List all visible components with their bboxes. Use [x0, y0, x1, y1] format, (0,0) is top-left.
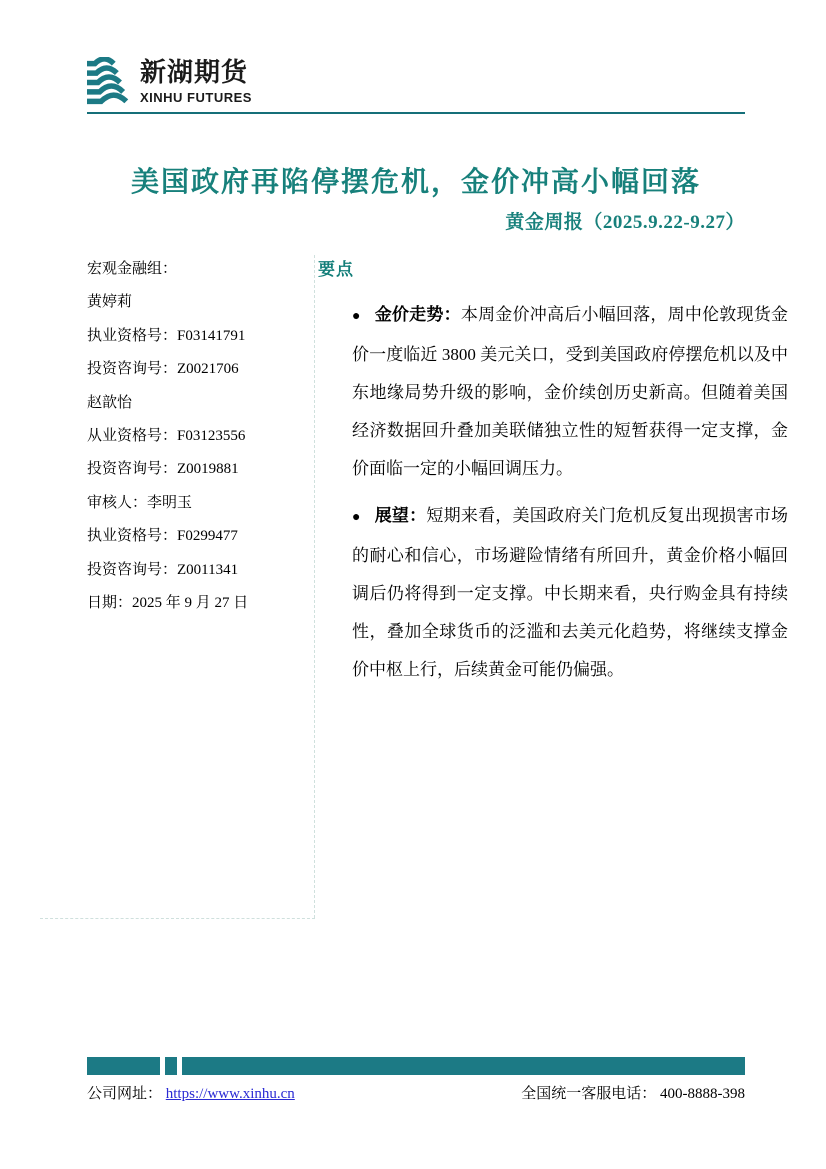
footer-bar-segment	[182, 1057, 745, 1075]
bullet-dot-icon: ●	[352, 510, 361, 525]
reviewer-name: 审核人：李明玉	[87, 494, 193, 511]
analyst-advisory-no: 投资咨询号：Z0021706	[87, 361, 239, 378]
bullet-paragraph-price-trend	[352, 296, 788, 488]
bullet-dot-icon: ●	[352, 309, 361, 324]
phone-number: 400-8888-398	[660, 1086, 745, 1102]
reviewer-license: 执业资格号：F0299477	[87, 528, 238, 545]
report-subtitle: 黄金周报（2025.9.22-9.27）	[505, 212, 745, 233]
report-title: 美国政府再陷停摆危机，金价冲高小幅回落	[130, 167, 701, 198]
analyst-name-2: 赵歆怡	[87, 394, 133, 411]
analyst-advisory-no-2: 投资咨询号：Z0019881	[87, 461, 239, 478]
analyst-license-2: 从业资格号：F03123556	[87, 427, 246, 444]
footer-phone	[521, 1082, 745, 1106]
header-divider	[87, 112, 745, 114]
footer-bar-segment	[165, 1057, 177, 1075]
analyst-info-panel	[87, 253, 309, 620]
wave-logo-icon	[87, 57, 131, 108]
brand-name-cn: 新湖期货	[140, 57, 249, 87]
key-points-section	[318, 255, 788, 698]
bullet-text: 短期来看，美国政府关门危机反复出现损害市场的耐心和信心，市场避险情绪有所回升，黄金价格小幅回调后仍将得到一定支撑。中长期来看，央行购金具有持续性，叠加全球货币的泛滥和去美元化趋势，将继续支撑金价中枢上行，后续黄金可能仍偏强。	[352, 506, 788, 679]
bullet-paragraph-outlook	[352, 497, 788, 689]
bullet-text: 本周金价冲高后小幅回落，周中伦敦现货金价一度临近 3800 美元关口，受到美国政府停摆危机以及中东地缘局势升级的影响，金价续创历史新高。但随着美国经济数据回升叠加美联储独立性的短暂获得一定支撑，金价面临一定的小幅回调压力。	[352, 305, 788, 478]
key-points-heading: 要点	[318, 260, 354, 279]
bullet-label: 金价走势：	[374, 305, 461, 324]
analyst-name: 黄婷莉	[87, 294, 133, 311]
footer-bar-segment	[87, 1057, 160, 1075]
report-date: 日期：2025 年 9 月 27 日	[87, 594, 249, 611]
brand-name-en: XINHU FUTURES	[140, 90, 252, 105]
brand-header	[87, 57, 252, 108]
analyst-group: 宏观金融组：	[87, 261, 178, 277]
phone-label: 全国统一客服电话：	[521, 1086, 657, 1102]
column-divider	[314, 255, 315, 918]
website-label: 公司网址：	[87, 1086, 163, 1102]
footer-accent-bar	[87, 1057, 745, 1075]
brand-text	[140, 57, 252, 106]
bullet-label: 展望：	[374, 506, 427, 525]
reviewer-advisory-no: 投资咨询号：Z0011341	[87, 561, 239, 578]
footer-website	[87, 1082, 295, 1106]
analyst-license: 执业资格号：F03141791	[87, 327, 246, 344]
footer	[87, 1082, 745, 1106]
website-link[interactable]: https://www.xinhu.cn	[165, 1086, 295, 1102]
sidebar-bottom-divider	[40, 918, 315, 919]
